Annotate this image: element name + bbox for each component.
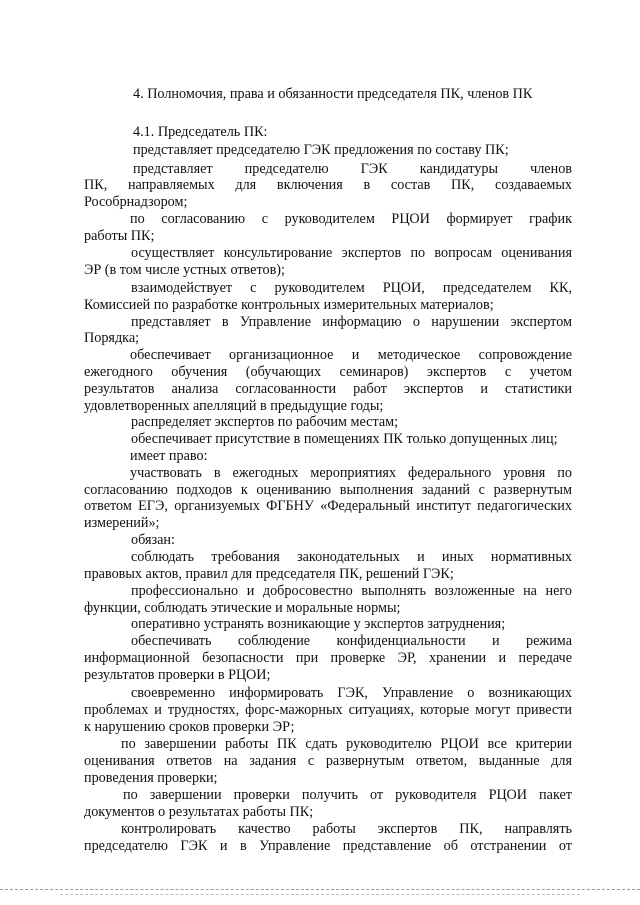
text-line: имеет право: [130, 448, 208, 464]
text-line: ответом ЕГЭ, организуемых ФГБНУ «Федеральный институт педагогических [84, 498, 572, 514]
text-line: ЭР (в том числе устных ответов); [84, 262, 285, 278]
text-line: распределяет экспертов по рабочим местам; [131, 414, 399, 430]
text-line: согласованию подходов к оцениванию выполнения заданий с развернутым [84, 482, 572, 498]
text-line: работы ПК; [84, 228, 155, 244]
scan-edge-line [0, 889, 640, 890]
text-line: к нарушению сроков проверки ЭР; [84, 719, 295, 735]
text-line: по согласованию с руководителем РЦОИ формирует график [130, 211, 572, 227]
text-line: Рособрнадзором; [84, 194, 188, 210]
text-line: оценивания ответов на задания с развернутым ответом, выданные для [84, 753, 572, 769]
text-line: результатов проверки в РЦОИ; [84, 667, 271, 683]
text-line: проведения проверки; [84, 770, 218, 786]
text-line: обязан: [131, 532, 175, 548]
text-line: проблемах и трудностях, форс-мажорных ситуациях, которые могут привести [84, 702, 572, 718]
text-line: результатов анализа согласованности работ экспертов и статистики [84, 381, 572, 397]
text-line: ПК, направляемых для включения в состав ПК, создаваемых [84, 177, 572, 193]
text-line: 4.1. Председатель ПК: [133, 124, 268, 140]
text-line: по завершении работы ПК сдать руководителю РЦОИ все критерии [121, 736, 572, 752]
text-line: контролировать качество работы экспертов ПК, направлять [121, 821, 572, 837]
section-heading: 4. Полномочия, права и обязанности председателя ПК, членов ПК [133, 86, 533, 102]
scan-edge-line [60, 894, 580, 895]
text-line: ежегодного обучения (обучающих семинаров) экспертов с учетом [84, 364, 572, 380]
text-line: председателю ГЭК и в Управление представление об отстранении от [84, 838, 572, 854]
text-line: обеспечивать соблюдение конфиденциальности и режима [131, 633, 572, 649]
text-line: взаимодействует с руководителем РЦОИ, председателем КК, [131, 280, 572, 296]
text-line: осуществляет консультирование экспертов по вопросам оценивания [131, 245, 572, 261]
text-line: удовлетворенных апелляций в предыдущие годы; [84, 398, 384, 414]
text-line: профессионально и добросовестно выполнять возложенные на него [131, 583, 572, 599]
text-line: представляет в Управление информацию о нарушении экспертом [131, 314, 572, 330]
text-line: своевременно информировать ГЭК, Управление о возникающих [131, 685, 572, 701]
text-line: информационной безопасности при проверке ЭР, хранении и передаче [84, 650, 572, 666]
text-line: функции, соблюдать этические и моральные нормы; [84, 600, 401, 616]
text-line: документов о результатах работы ПК; [84, 804, 314, 820]
text-line: Комиссией по разработке контрольных измерительных материалов; [84, 297, 494, 313]
text-line: по завершении проверки получить от руководителя РЦОИ пакет [123, 787, 572, 803]
text-line: оперативно устранять возникающие у экспертов затруднения; [131, 616, 506, 632]
text-line: представляет председателю ГЭК кандидатуры членов [133, 161, 572, 177]
text-line: обеспечивает присутствие в помещениях ПК только допущенных лиц; [131, 431, 558, 447]
text-line: обеспечивает организационное и методическое сопровождение [130, 347, 572, 363]
text-line: измерений»; [84, 515, 160, 531]
text-line: правовых актов, правил для председателя ПК, решений ГЭК; [84, 566, 454, 582]
text-line: Порядка; [84, 330, 140, 346]
text-line: соблюдать требования законодательных и иных нормативных [131, 549, 572, 565]
text-line: участвовать в ежегодных мероприятиях федерального уровня по [130, 465, 572, 481]
text-line: представляет председателю ГЭК предложения по составу ПК; [133, 142, 509, 158]
